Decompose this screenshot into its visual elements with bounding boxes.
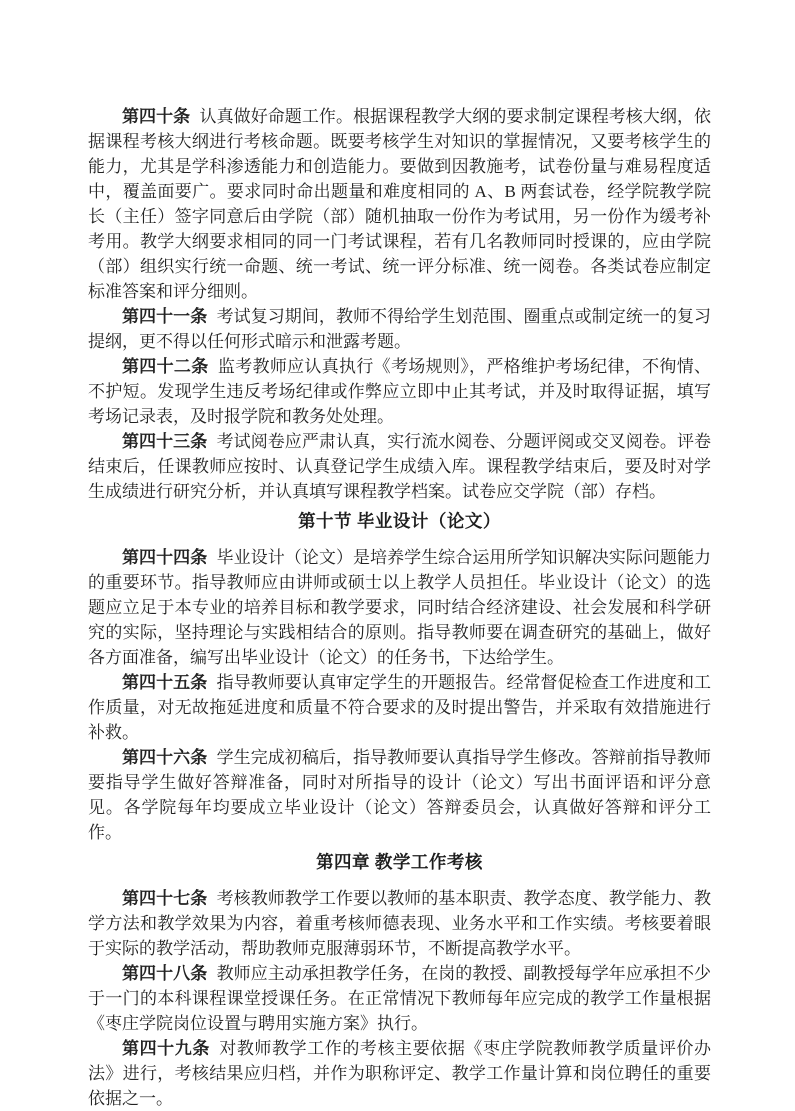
section-heading-graduation-design: 第十节 毕业设计（论文） (298, 511, 501, 531)
article-41 (88, 304, 711, 354)
document-content (88, 104, 711, 1111)
article-40 (88, 104, 711, 304)
article-43-text: 考试阅卷应严肃认真，实行流水阅卷、分题评阅或交叉阅卷。评卷结束后，任课教师应按时、认真登记学生成绩入库。课程教学结束后，要及时对学生成绩进行研究分析，并认真填写课程教学档案。试卷应交学院（部）存档。 (88, 432, 712, 501)
article-43-number: 第四十三条 (122, 432, 208, 451)
article-43 (88, 429, 711, 504)
article-47-text: 考核教师教学工作要以教师的基本职责、教学态度、教学能力、教学方法和教学效果为内容，着重考核师德表现、业务水平和工作实绩。考核要着眼于实际的教学活动，帮助教师克服薄弱环节，不断提高教学水平。 (88, 889, 712, 958)
article-44-number: 第四十四条 (122, 548, 208, 567)
article-42-number: 第四十二条 (122, 357, 209, 376)
article-49 (88, 1036, 711, 1111)
article-42-text: 监考教师应认真执行《考场规则》，严格维护考场纪律，不徇情、不护短。发现学生违反考场纪律或作弊应立即中止其考试，并及时取得证据，填写考场记录表，及时报学院和教务处处理。 (88, 357, 712, 426)
article-48-text: 教师应主动承担教学任务，在岗的教授、副教授每学年应承担不少于一门的本科课程课堂授课任务。在正常情况下教师每年应完成的教学工作量根据《枣庄学院岗位设置与聘用实施方案》执行。 (88, 964, 712, 1033)
article-45 (88, 670, 711, 745)
article-45-number: 第四十五条 (122, 673, 208, 692)
article-47 (88, 886, 711, 961)
article-49-number: 第四十九条 (122, 1039, 210, 1058)
article-48-number: 第四十八条 (122, 964, 208, 983)
article-48 (88, 961, 711, 1036)
article-44-text: 毕业设计（论文）是培养学生综合运用所学知识解决实际问题能力的重要环节。指导教师应由讲师或硕士以上教学人员担任。毕业设计（论文）的选题应立足于本专业的培养目标和教学要求，同时结合经济建设、社会发展和科学研究的实际，坚持理论与实践相结合的原则。指导教师要在调查研究的基础上，做好各方面准备，编写出毕业设计（论文）的任务书，下达给学生。 (88, 548, 712, 667)
article-45-text: 指导教师要认真审定学生的开题报告。经常督促检查工作进度和工作质量，对无故拖延进度和质量不符合要求的及时提出警告，并采取有效措施进行补救。 (88, 673, 712, 742)
article-46 (88, 745, 711, 845)
article-41-number: 第四十一条 (122, 307, 208, 326)
article-46-number: 第四十六条 (122, 748, 208, 767)
article-40-number: 第四十条 (122, 107, 191, 126)
article-41-text: 考试复习期间，教师不得给学生划范围、圈重点或制定统一的复习提纲，更不得以任何形式暗示和泄露考题。 (88, 307, 712, 351)
chapter-heading-teaching-assessment: 第四章 教学工作考核 (316, 852, 483, 872)
article-47-number: 第四十七条 (122, 889, 208, 908)
article-40-text: 认真做好命题工作。根据课程教学大纲的要求制定课程考核大纲，依据课程考核大纲进行考核命题。既要考核学生对知识的掌握情况，又要考核学生的能力，尤其是学科渗透能力和创造能力。要做到因教施考，试卷份量与难易程度适中，覆盖面要广。要求同时命出题量和难度相同的 A、B 两套试卷，经学院教学院长（主任）签字同意后由学院（部）随机抽取一份作为考试用，另一份作为缓考补考用。教学大纲要求相同的同一门考试课程，若有几名教师同时授课的，应由学院（部）组织实行统一命题、统一考试、统一评分标准、统一阅卷。各类试卷应制定标准答案和评分细则。 (88, 107, 712, 301)
article-49-text: 对教师教学工作的考核主要依据《枣庄学院教师教学质量评价办法》进行，考核结果应归档，并作为职称评定、教学工作量计算和岗位聘任的重要依据之一。 (88, 1039, 712, 1108)
article-46-text: 学生完成初稿后，指导教师要认真指导学生修改。答辩前指导教师要指导学生做好答辩准备，同时对所指导的设计（论文）写出书面评语和评分意见。各学院每年均要成立毕业设计（论文）答辩委员会，认真做好答辩和评分工作。 (88, 748, 712, 842)
article-42 (88, 354, 711, 429)
article-44 (88, 545, 711, 670)
